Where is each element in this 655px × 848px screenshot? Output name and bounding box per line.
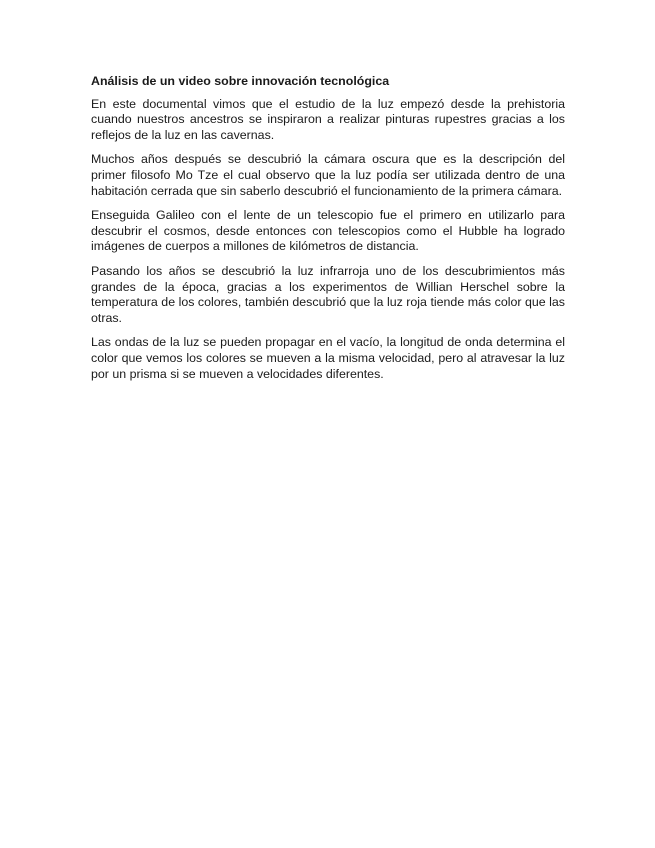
paragraph-2: Muchos años después se descubrió la cámara oscura que es la descripción del primer filosofo Mo Tze el cual observo que la luz podía ser utilizada dentro de una habitación cerrada que sin saberlo descubrió el funcionamiento de la primera cámara.: [91, 152, 565, 198]
document-body: [91, 74, 565, 391]
paragraph-3: Enseguida Galileo con el lente de un telescopio fue el primero en utilizarlo para descubrir el cosmos, desde entonces con telescopios como el Hubble ha logrado imágenes de cuerpos a millones de kilómetros de distancia.: [91, 208, 565, 254]
paragraph-1: En este documental vimos que el estudio de la luz empezó desde la prehistoria cuando nuestros ancestros se inspiraron a realizar pinturas rupestres gracias a los reflejos de la luz en las cavernas.: [91, 96, 565, 142]
paragraph-4: Pasando los años se descubrió la luz infrarroja uno de los descubrimientos más grandes de la época, gracias a los experimentos de Willian Herschel sobre la temperatura de los colores, también descubrió que la luz roja tiende más color que las otras.: [91, 263, 565, 325]
paragraph-5: Las ondas de la luz se pueden propagar en el vacío, la longitud de onda determina el color que vemos los colores se mueven a la misma velocidad, pero al atravesar la luz por un prisma si se mueven a velocidades diferentes.: [91, 335, 565, 381]
document-title: Análisis de un video sobre innovación tecnológica: [91, 74, 390, 88]
